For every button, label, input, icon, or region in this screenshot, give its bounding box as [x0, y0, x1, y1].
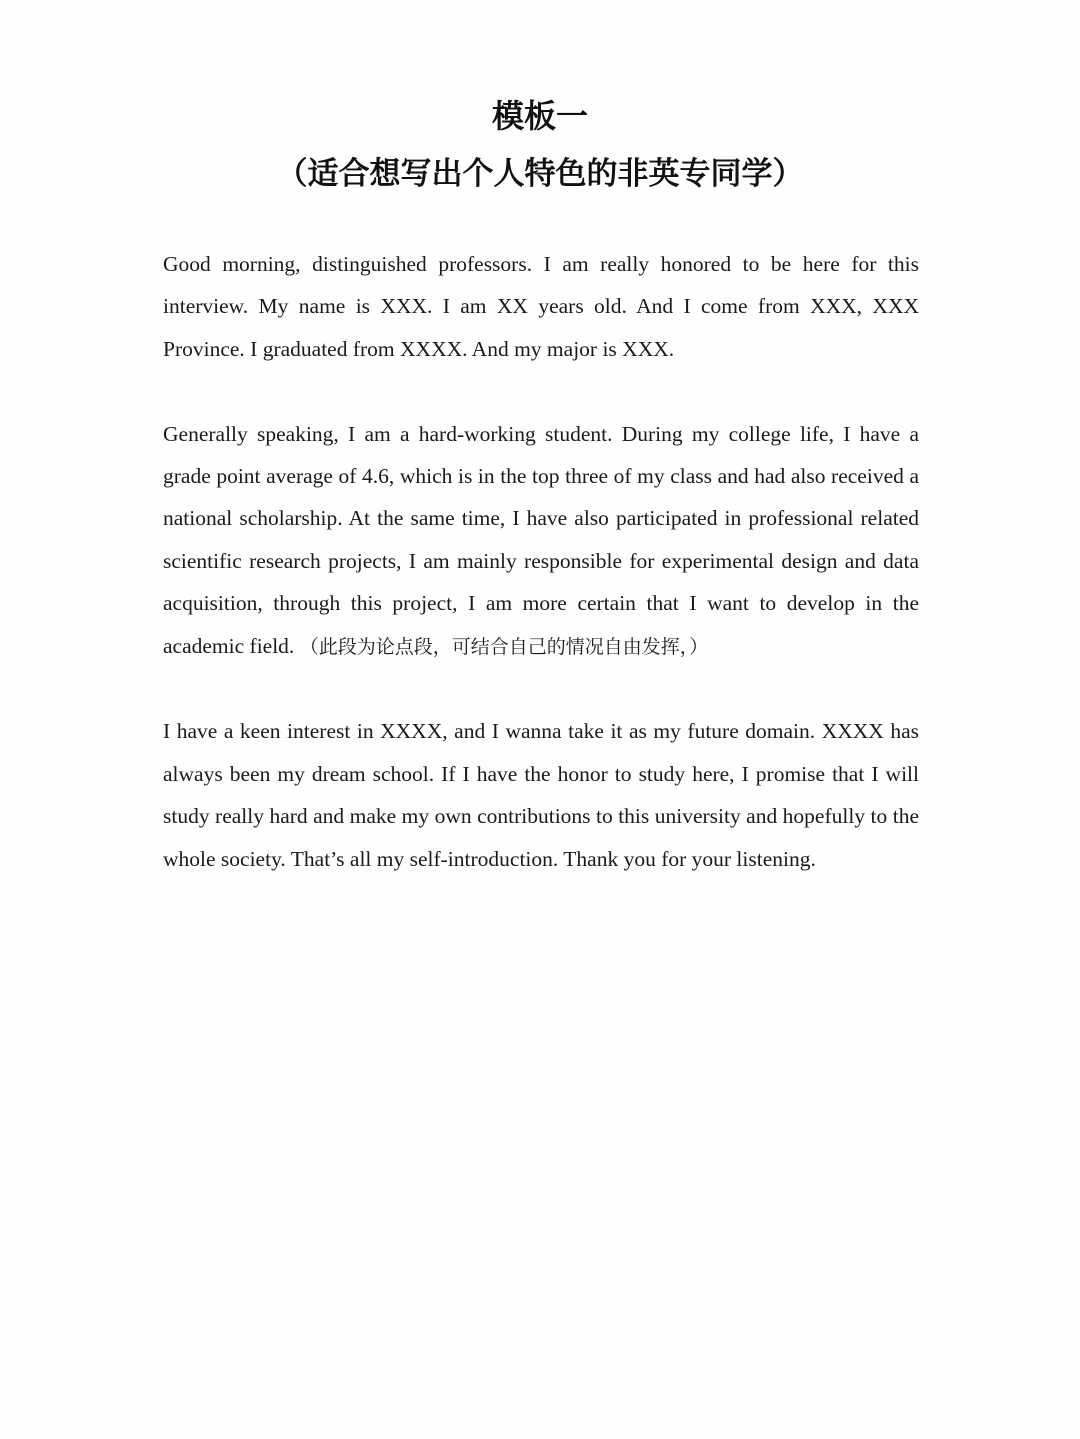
- paragraph-argument: [163, 413, 919, 668]
- document-subtitle: （适合想写出个人特色的非英专同学）: [276, 156, 804, 192]
- paragraph-intro: [163, 243, 919, 370]
- paragraph-argument-note: （此段为论点段，可结合自己的情况自由发挥，）: [299, 635, 709, 658]
- document-title: 模板一: [491, 97, 588, 135]
- paragraph-intro-text: Good morning, distinguished professors. I am really honored to be here for this interview. My name is XXX. I am XX years old. And I come from XXX, XXX Province. I graduated from XXXX. And my major is XXX.: [163, 252, 919, 361]
- paragraph-argument-text: Generally speaking, I am a hard-working student. During my college life, I have a grade point average of 4.6, which is in the top three of my class and had also received a national scholarship. At the same time, I have also participated in professional related scientific research projects, I am mainly responsible for experimental design and data acquisition, through this project, I am more certain that I want to develop in the academic field.: [163, 421, 919, 658]
- paragraph-closing-text: I have a keen interest in XXXX, and I wanna take it as my future domain. XXXX has always been my dream school. If I have the honor to study here, I promise that I will study really hard and make my own contributions to this university and hopefully to the whole society. That’s all my self-introduction. Thank you for your listening.: [163, 719, 919, 871]
- paragraph-closing: [163, 710, 919, 880]
- document-body: [163, 243, 919, 880]
